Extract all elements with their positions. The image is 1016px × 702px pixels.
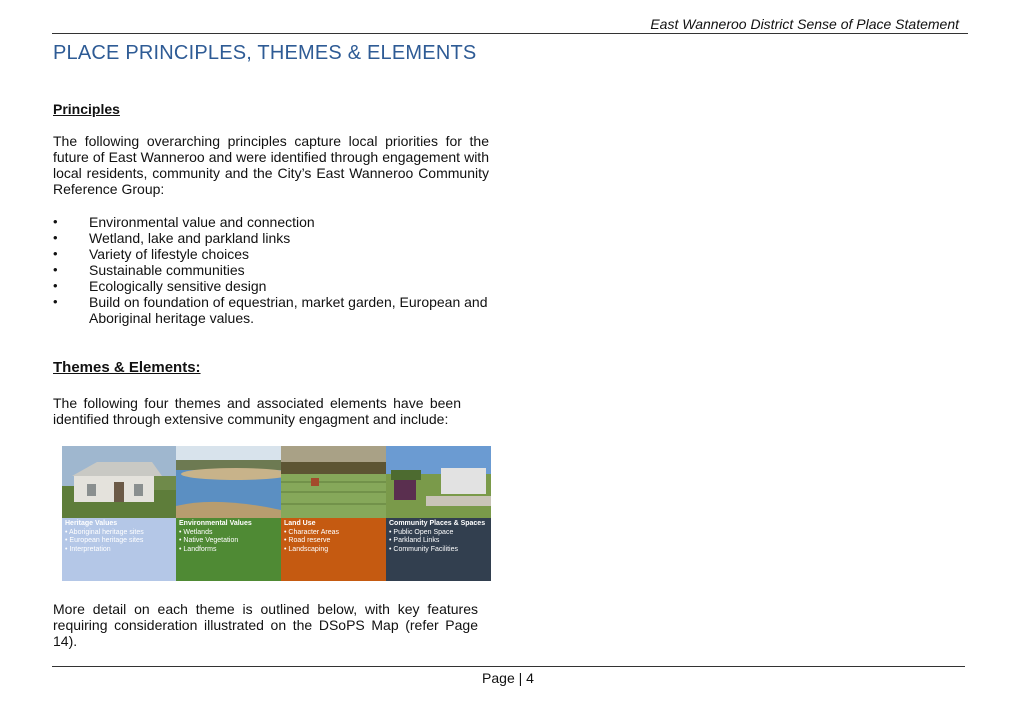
theme-title: Land Use — [284, 520, 316, 527]
community-photo — [386, 446, 491, 518]
themes-outro: More detail on each theme is outlined below, with key features requiring consideration illustrated on the DSoPS Map (refer Page 14). — [53, 601, 478, 649]
land-use-photo — [281, 446, 386, 518]
theme-item: • European heritage sites — [65, 537, 173, 546]
list-item: • Sustainable communities — [53, 262, 493, 278]
page-title: PLACE PRINCIPLES, THEMES & ELEMENTS — [53, 42, 477, 64]
theme-card-land-use — [281, 446, 386, 581]
theme-item: • Public Open Space — [389, 529, 488, 538]
heritage-panel — [62, 518, 176, 581]
theme-item: • Parkland Links — [389, 537, 488, 546]
document-header-title: East Wanneroo District Sense of Place Statement — [650, 16, 959, 32]
community-panel — [386, 518, 491, 581]
themes-graphic — [62, 446, 492, 581]
theme-item: • Road reserve — [284, 537, 383, 546]
footer-rule — [52, 666, 965, 667]
header-rule — [52, 33, 968, 34]
theme-card-heritage — [62, 446, 176, 581]
list-item: • Build on foundation of equestrian, market garden, European and Aboriginal heritage values. — [53, 294, 493, 326]
themes-intro: The following four themes and associated elements have been identified through extensive community engagment and include: — [53, 395, 461, 427]
environmental-photo — [176, 446, 281, 518]
principles-intro: The following overarching principles capture local priorities for the future of East Wanneroo and were identified through engagement with local residents, community and the City’s East Wanneroo Community Reference Group: — [53, 133, 489, 197]
theme-item: • Landforms — [179, 546, 278, 555]
principles-heading: Principles — [53, 101, 120, 117]
theme-title: Community Places & Spaces — [389, 520, 486, 527]
theme-item: • Wetlands — [179, 529, 278, 538]
theme-item: • Community Facilities — [389, 546, 488, 555]
environmental-panel — [176, 518, 281, 581]
theme-title: Environmental Values — [179, 520, 252, 527]
theme-card-environmental — [176, 446, 281, 581]
page-number: Page | 4 — [482, 670, 534, 686]
themes-heading: Themes & Elements: — [53, 359, 201, 376]
list-item: • Variety of lifestyle choices — [53, 246, 493, 262]
theme-item: • Interpretation — [65, 546, 173, 555]
theme-card-community — [386, 446, 491, 581]
theme-title: Heritage Values — [65, 520, 118, 527]
list-item: • Wetland, lake and parkland links — [53, 230, 493, 246]
theme-item: • Native Vegetation — [179, 537, 278, 546]
land-use-panel — [281, 518, 386, 581]
heritage-photo — [62, 446, 176, 518]
theme-item: • Aboriginal heritage sites — [65, 529, 173, 538]
list-item: • Ecologically sensitive design — [53, 278, 493, 294]
theme-item: • Landscaping — [284, 546, 383, 555]
principles-list — [53, 214, 493, 326]
list-item: • Environmental value and connection — [53, 214, 493, 230]
theme-item: • Character Areas — [284, 529, 383, 538]
